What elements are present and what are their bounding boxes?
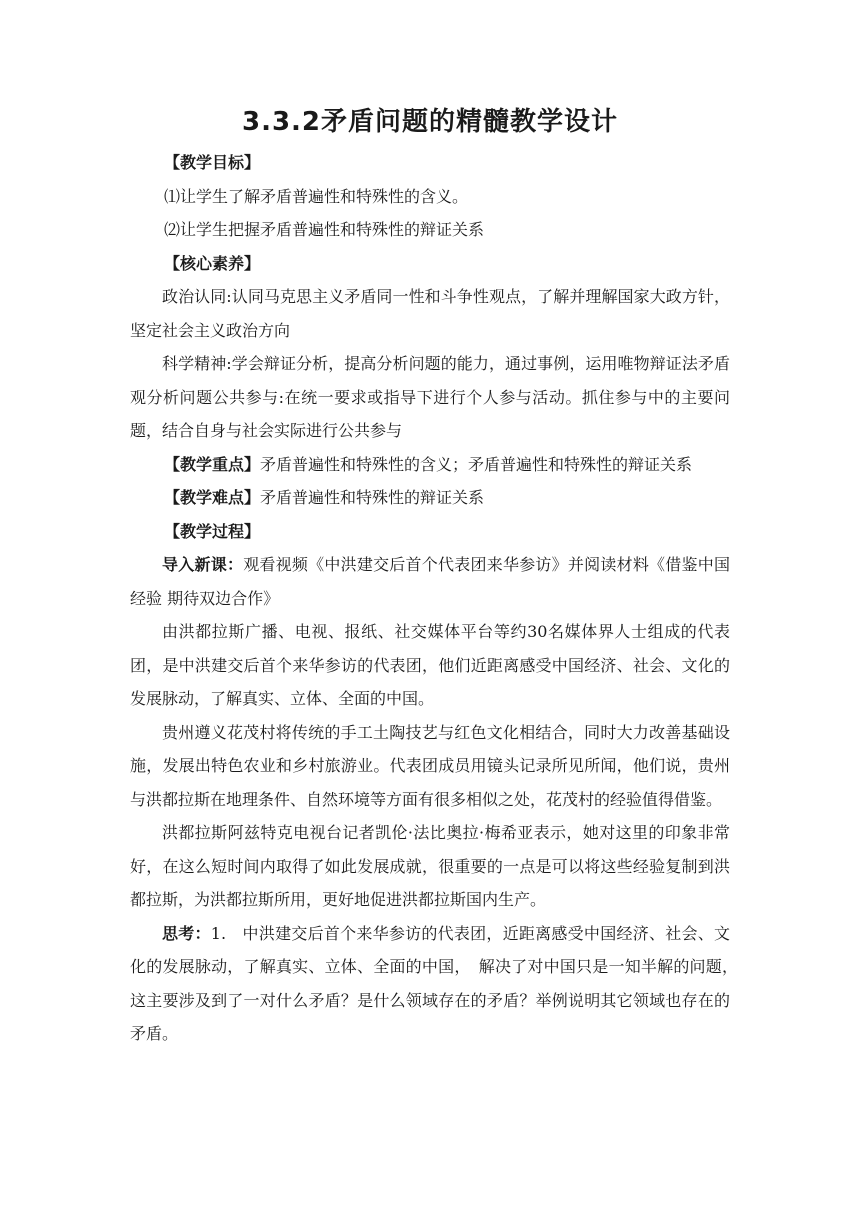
key-points-text: 矛盾普遍性和特殊性的含义；矛盾普遍性和特殊性的辩证关系 — [260, 454, 693, 474]
difficulties-text: 矛盾普遍性和特殊性的辩证关系 — [260, 488, 485, 507]
teaching-difficulties — [130, 481, 730, 515]
thinking-text: 1. 中洪建交后首个来华参访的代表团，近距离感受中国经济、社会、文化的发展脉动，了解真实、立体、全面的中国， 解决了对中国只是一知半解的问题， 这主要涉及到了一对什么矛盾？是什么领域存在的矛盾？举例说明其它领域也存在的矛盾。 — [130, 923, 747, 1043]
core-literacy-heading: 【核心素养】 — [164, 253, 261, 273]
thinking-label: 思考： — [162, 923, 211, 943]
teaching-goal-1: ⑴让学生了解矛盾普遍性和特殊性的含义。 — [164, 186, 469, 206]
material-paragraph-1: 由洪都拉斯广播、电视、报纸、社交媒体平台等约30名媒体界人士组成的代表团，是中洪建交后首个来华参访的代表团，他们近距离感受中国经济、社会、文化的发展脉动，了解真实、立体、全面的中国。 — [130, 622, 730, 708]
key-points-label: 【教学重点】 — [164, 454, 261, 474]
teaching-goal-2: ⑵让学生把握矛盾普遍性和特殊性的辩证关系 — [164, 220, 485, 239]
intro-paragraph — [130, 548, 730, 615]
material-paragraph-3: 洪都拉斯阿兹特克电视台记者凯伦·法比奥拉·梅希亚表示，她对这里的印象非常好，在这么短时间内取得了如此发展成就，很重要的一点是可以将这些经验复制到洪都拉斯，为洪都拉斯所用，更好地促进洪都拉斯国内生产。 — [130, 823, 730, 909]
teaching-goals-heading: 【教学目标】 — [164, 153, 261, 172]
thinking-question — [130, 917, 747, 1051]
difficulties-label: 【教学难点】 — [164, 488, 261, 507]
document-title: 3.3.2矛盾问题的精髓教学设计 — [241, 107, 619, 137]
teaching-key-points — [130, 448, 730, 482]
core-literacy-science: 科学精神:学会辩证分析，提高分析问题的能力，通过事例，运用唯物辩证法矛盾观分析问题公共参与:在统一要求或指导下进行个人参与活动。抓住参与中的主要问题，结合自身与社会实际进行公共参与 — [130, 354, 730, 440]
material-paragraph-2: 贵州遵义花茂村将传统的手工土陶技艺与红色文化相结合，同时大力改善基础设施，发展出特色农业和乡村旅游业。代表团成员用镜头记录所见所闻，他们说，贵州与洪都拉斯在地理条件、自然环境等方面有很多相似之处，花茂村的经验值得借鉴。 — [130, 722, 730, 809]
intro-text: 观看视频《中洪建交后首个代表团来华参访》并阅读材料《借鉴中国经验 期待双边合作》 — [130, 555, 730, 608]
core-literacy-political: 政治认同:认同马克思主义矛盾同一性和斗争性观点，了解并理解国家大政方针，坚定社会主义政治方向 — [130, 287, 730, 340]
intro-label: 导入新课： — [162, 555, 244, 574]
teaching-process-heading: 【教学过程】 — [164, 521, 261, 541]
